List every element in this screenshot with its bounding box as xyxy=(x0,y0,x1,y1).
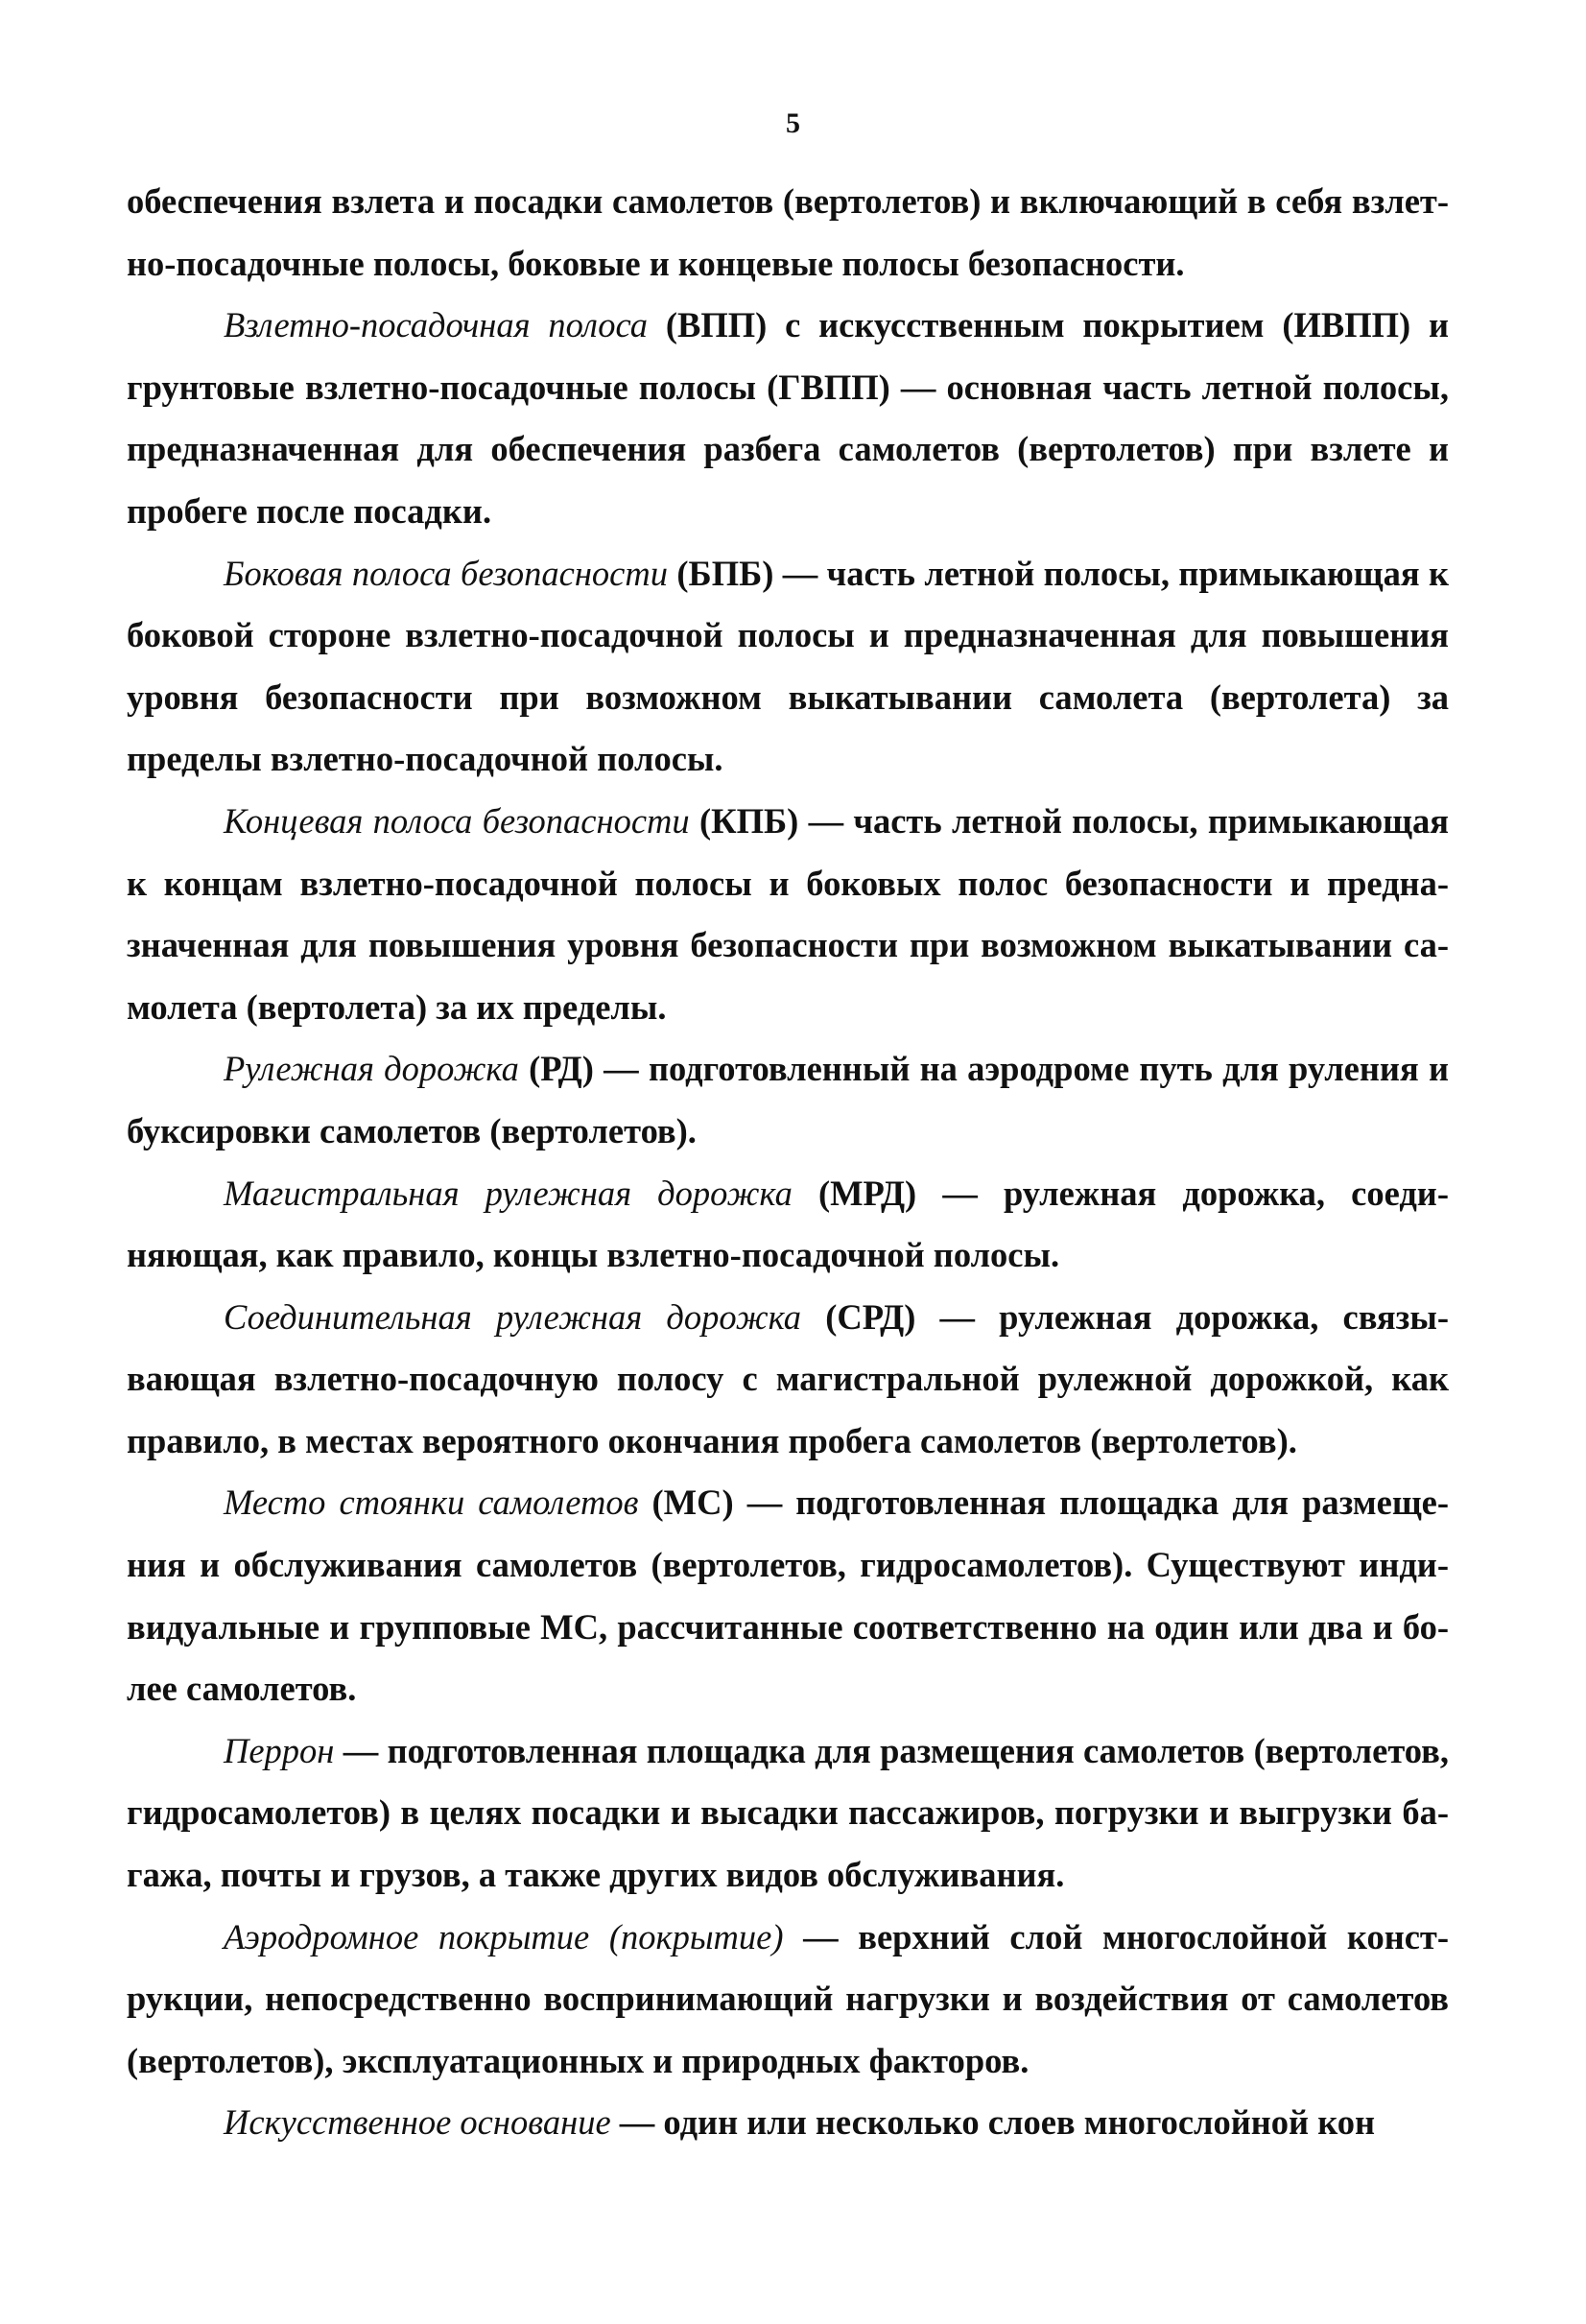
term-aircraft-stand: Место стоянки самолетов xyxy=(224,1482,639,1523)
term-connecting-taxiway: Соединительная рулежная дорожка xyxy=(224,1296,802,1337)
paragraph-end-safety-strip xyxy=(127,791,1449,1038)
paragraph-aircraft-stand xyxy=(127,1472,1449,1719)
definition-aircraft-stand: (МС) — подготовленная площадка для размещения и обслуживания самолетов (вертолетов, гидросамолетов). Существуют индивидуальные и групповые МС, рассчитанные соответственно на один или два и более самолетов. xyxy=(127,1482,1450,1709)
term-side-safety-strip: Боковая полоса безопасности xyxy=(224,553,668,593)
paragraph-taxiway xyxy=(127,1038,1449,1162)
term-pavement: Аэродромное покрытие (покрытие) xyxy=(224,1916,784,1956)
paragraph-pavement xyxy=(127,1907,1449,2093)
definition-end-safety-strip: (КПБ) — часть летной полосы, примыкающая к концам взлетно-посадочной полосы и боковых полос безопасности и предназначенная для повышения уровня безопасности при возможном выкатывании самолета (вертолета) за их пределы. xyxy=(127,800,1449,1027)
definition-main-taxiway: (МРД) — рулежная дорожка, соединяющая, как правило, концы взлетно-посадочной полосы. xyxy=(127,1173,1449,1275)
definition-connecting-taxiway: (СРД) — рулежная дорожка, связывающая взлетно-посадочную полосу с магистральной рулежной дорожкой, как правило, в местах вероятного окончания пробега самолетов (вертолетов). xyxy=(127,1296,1449,1460)
term-end-safety-strip: Концевая полоса безопасности xyxy=(224,800,690,841)
paragraph-text: обеспечения взлета и посадки самолетов (вертолетов) и включающий в себя взлетно-посадочные полосы, боковые и концевые полосы безопасности. xyxy=(127,181,1449,283)
definition-side-safety-strip: (БПБ) — часть летной полосы, примыкающая к боковой стороне взлетно-посадочной полосы и предназначенная для повышения уровня безопасности при возможном выкатывании самолета (вертолета) за пределы взлетно-посадочной полосы. xyxy=(127,553,1449,779)
paragraph-apron xyxy=(127,1720,1449,1907)
paragraph-side-safety-strip xyxy=(127,543,1449,791)
paragraph-main-taxiway xyxy=(127,1163,1449,1287)
paragraph-artificial-base xyxy=(127,2092,1449,2154)
term-runway: Взлетно-посадочная полоса xyxy=(224,305,649,345)
term-artificial-base: Искусственное основание xyxy=(224,2102,611,2143)
definition-pavement: — верхний слой многослойной конструкции, непосредственно воспринимающий нагрузки и воздействия от самолетов (вертолетов), эксплуатационных и природных факторов. xyxy=(127,1916,1450,2080)
paragraph-connecting-taxiway xyxy=(127,1287,1449,1473)
term-main-taxiway: Магистральная рулежная дорожка xyxy=(224,1173,793,1213)
document-body xyxy=(127,171,1449,2154)
term-apron: Перрон xyxy=(224,1730,335,1770)
definition-artificial-base: — один или несколько слоев многослойной кон xyxy=(610,2102,1376,2143)
definition-apron: — подготовленная площадка для размещения самолетов (вертолетов, гидросамолетов) в целях посадки и высадки пассажиров, погрузки и выгрузки багажа, почты и грузов, а также других видов обслуживания. xyxy=(127,1730,1449,1895)
definition-runway: (ВПП) с искусственным покрытием (ИВПП) и грунтовые взлетно-посадочные полосы (ГВПП) — основная часть летной полосы, предназначенная для обеспечения разбега самолетов (вертолетов) при взлете и пробеге после посадки. xyxy=(127,305,1449,531)
paragraph-continuation xyxy=(127,171,1449,295)
term-taxiway: Рулежная дорожка xyxy=(224,1049,519,1089)
definition-taxiway: (РД) — подготовленный на аэродроме путь для руления и буксировки самолетов (вертолетов). xyxy=(127,1049,1449,1150)
paragraph-runway xyxy=(127,295,1449,542)
page-number: 5 xyxy=(786,107,800,139)
